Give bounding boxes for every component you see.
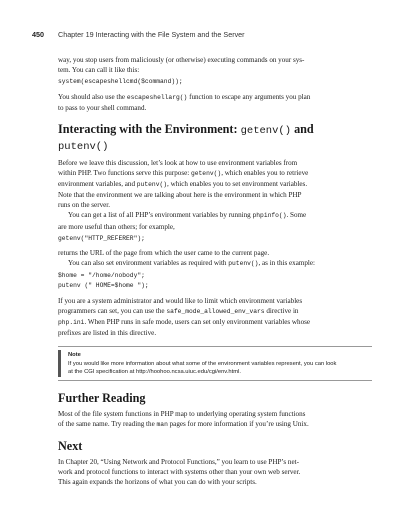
environment-paragraph-4	[58, 258, 372, 269]
text-line: In Chapter 20, “Using Network and Protocol Functions,” you learn to use PHP’s net-	[58, 457, 299, 466]
text-run: . Some	[286, 211, 307, 220]
inline-code: escapeshellarg()	[126, 93, 188, 101]
note-box	[58, 346, 372, 381]
section-heading-environment	[58, 122, 372, 154]
text-line: Before we leave this discussion, let’s look at how to use environment variables from	[58, 158, 298, 167]
text-line: to pass to your shell command.	[58, 103, 147, 112]
inline-code: phpinfo()	[252, 212, 287, 220]
note-bar	[58, 350, 61, 377]
page-number: 450	[32, 30, 44, 39]
code-line: putenv (" HOME=$home ");	[58, 282, 149, 289]
text-line: are more useful than others; for example,	[58, 222, 175, 231]
environment-paragraph-2	[58, 210, 372, 231]
inline-code: safe_mode_allowed_env_vars	[166, 307, 265, 315]
environment-paragraph-1	[58, 158, 372, 210]
text-run: You can get a list of all PHP’s environment variables by running	[68, 211, 253, 220]
text-run: directive in	[264, 306, 299, 315]
note-line: If you would like more information about what some of the environment variables represent, you can look	[68, 360, 337, 367]
text-run: function to escape any arguments you plan	[187, 92, 311, 101]
intro-paragraph-2	[58, 92, 372, 113]
page-content	[58, 55, 372, 487]
text-run: of the same name. Try reading the	[58, 419, 157, 428]
intro-paragraph-1	[58, 55, 372, 75]
heading-code: putenv()	[58, 140, 109, 153]
inline-code: php.ini	[58, 318, 85, 326]
text-run: pages for more information if you’re using Unix.	[167, 419, 309, 428]
environment-paragraph-3: returns the URL of the page from which the user came to the current page.	[58, 249, 270, 258]
code-example-putenv	[58, 271, 372, 290]
environment-paragraph-5	[58, 296, 372, 338]
text-line: way, you stop users from maliciously (or otherwise) executing commands on your sys-	[58, 56, 305, 64]
code-example-system: system(escapeshellcmd($command));	[58, 78, 183, 86]
note-line: at the CGI specification at http://hoohoo.ncsa.uiuc.edu/cgi/env.html.	[68, 369, 241, 376]
text-run: , which enables you to retrieve	[221, 169, 309, 178]
chapter-title: Chapter 19 Interacting with the File System and the Server	[58, 30, 245, 39]
heading-text: and	[291, 121, 314, 136]
text-run: , as in this example:	[258, 259, 316, 268]
next-paragraph	[58, 457, 372, 487]
text-line: If you are a system administrator and would like to limit which environment variables	[58, 296, 303, 305]
text-run: programmers can set, you can use the	[58, 306, 167, 315]
text-line: Most of the file system functions in PHP map to underlying operating system functions	[58, 409, 306, 418]
inline-code: getenv()	[190, 170, 222, 178]
code-line: $home = "/home/nobody";	[58, 272, 145, 280]
text-line: Note that the environment we are talking about here is the environment in which PHP	[58, 191, 302, 200]
inline-code: man	[156, 420, 168, 428]
text-run: within PHP. Two functions serve this purpose:	[58, 169, 191, 178]
text-line: runs on the server.	[58, 201, 111, 210]
note-title: Note	[68, 351, 81, 358]
text-run: environment variables, and	[58, 180, 137, 189]
inline-code: putenv()	[136, 181, 168, 189]
heading-code: getenv()	[240, 124, 292, 137]
text-run: You should also use the	[58, 92, 127, 101]
text-run: You can also set environment variables as required with	[68, 259, 229, 268]
text-run: . When PHP runs in safe mode, users can set only environment variables whose	[84, 317, 311, 326]
text-line: prefixes are listed in this directive.	[58, 328, 157, 337]
heading-text: Interacting with the Environment:	[58, 121, 241, 136]
running-header	[32, 30, 372, 39]
section-heading-further-reading: Further Reading	[58, 390, 146, 405]
text-line: work and protocol functions to interact with systems other than your own web server.	[58, 468, 301, 477]
further-reading-paragraph	[58, 409, 372, 430]
section-heading-next: Next	[58, 438, 83, 453]
inline-code: putenv()	[228, 260, 259, 268]
text-line: tem. You can call it like this:	[58, 66, 140, 75]
text-line: This again expands the horizons of what you can do with your scripts.	[58, 478, 257, 487]
code-example-getenv: getenv("HTTP_REFERER");	[58, 234, 145, 242]
text-run: , which enables you to set environment variables.	[167, 180, 308, 189]
